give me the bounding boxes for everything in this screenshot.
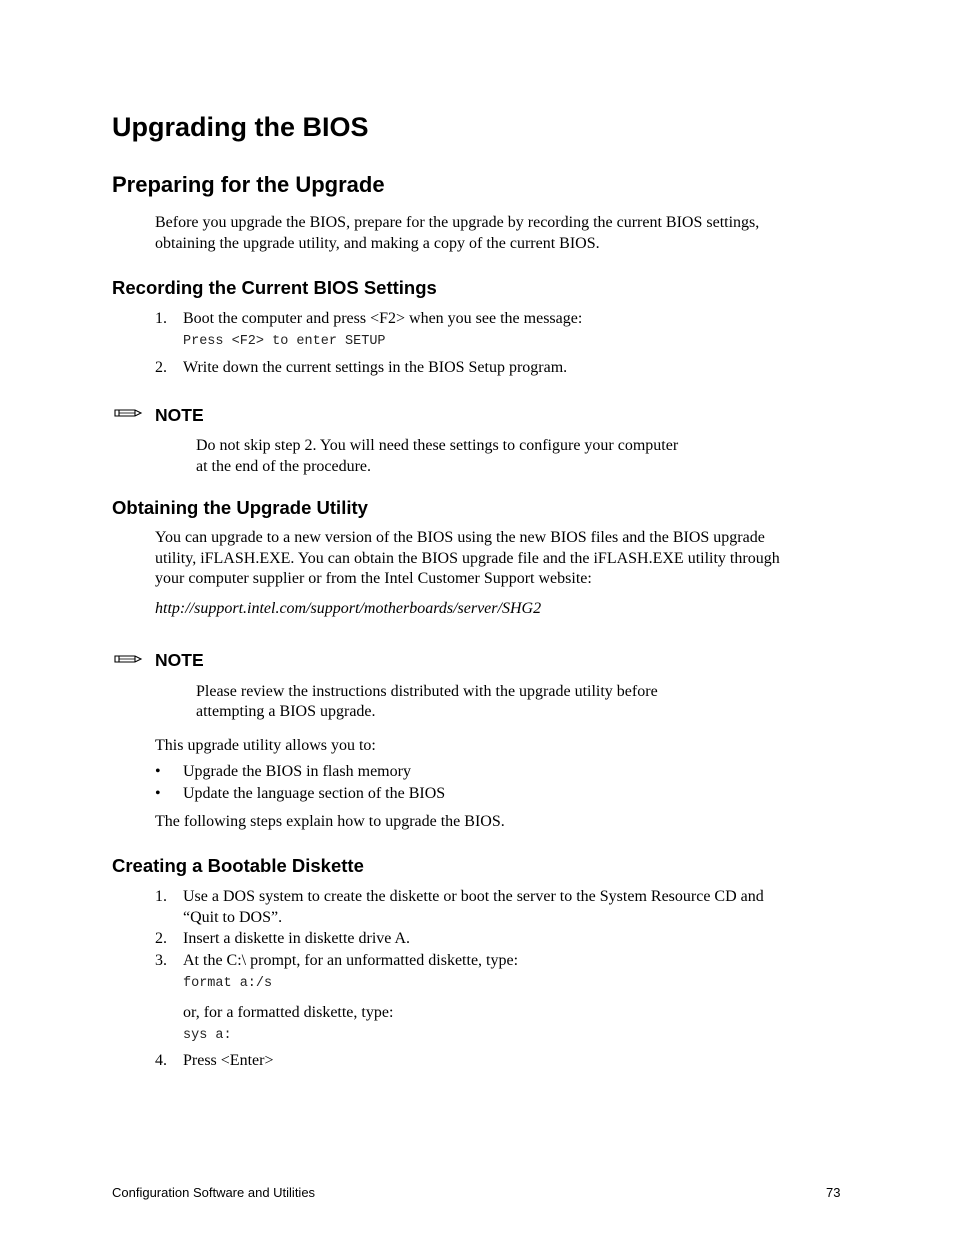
bullet: •: [155, 785, 161, 802]
heading-creating: Creating a Bootable Diskette: [112, 855, 364, 876]
bullet: •: [155, 763, 161, 780]
recording-step1-number: 1.: [155, 310, 167, 327]
recording-step2-text: Write down the current settings in the BIOS Setup program.: [183, 359, 568, 376]
support-url[interactable]: http://support.intel.com/support/motherboards/server/SHG2: [155, 600, 542, 617]
creating-step4-text: Press <Enter>: [183, 1052, 274, 1069]
creating-step2-text: Insert a diskette in diskette drive A.: [183, 930, 411, 947]
recording-step1-text: Boot the computer and press <F2> when you see the message:: [183, 310, 583, 327]
heading-preparing: Preparing for the Upgrade: [112, 172, 385, 197]
recording-step2-number: 2.: [155, 359, 167, 376]
note1-line2: at the end of the procedure.: [196, 458, 372, 475]
pencil-icon: [113, 652, 143, 666]
list-item: Update the language section of the BIOS: [183, 785, 446, 802]
format-command: format a:/s: [183, 976, 273, 991]
or-text: or, for a formatted diskette, type:: [183, 1004, 394, 1021]
note2-label: NOTE: [155, 650, 204, 670]
note1-label: NOTE: [155, 405, 204, 425]
footer-title: Configuration Software and Utilities: [112, 1185, 316, 1200]
utility-outro: The following steps explain how to upgrade the BIOS.: [155, 813, 505, 830]
pencil-icon: [113, 406, 143, 420]
creating-step2-number: 2.: [155, 930, 167, 947]
page-number: 73: [826, 1185, 841, 1200]
note2-line1: Please review the instructions distributed with the upgrade utility before: [196, 683, 658, 700]
obtaining-line2: utility, iFLASH.EXE. You can obtain the BIOS upgrade file and the iFLASH.EXE utility through: [155, 550, 780, 567]
heading-obtaining: Obtaining the Upgrade Utility: [112, 497, 368, 518]
creating-step4-number: 4.: [155, 1052, 167, 1069]
obtaining-line3: your computer supplier or from the Intel Customer Support website:: [155, 570, 592, 587]
recording-step1-code: Press <F2> to enter SETUP: [183, 334, 386, 349]
note1-line1: Do not skip step 2. You will need these settings to configure your computer: [196, 437, 679, 454]
page-title: Upgrading the BIOS: [112, 112, 369, 142]
obtaining-line1: You can upgrade to a new version of the BIOS using the new BIOS files and the BIOS upgrade: [155, 529, 765, 546]
sys-command: sys a:: [183, 1028, 232, 1043]
creating-step1-number: 1.: [155, 888, 167, 905]
utility-intro: This upgrade utility allows you to:: [155, 737, 376, 754]
note2-line2: attempting a BIOS upgrade.: [196, 703, 376, 720]
heading-recording: Recording the Current BIOS Settings: [112, 277, 437, 298]
creating-step3-text: At the C:\ prompt, for an unformatted diskette, type:: [183, 952, 519, 969]
preparing-intro-line1: Before you upgrade the BIOS, prepare for the upgrade by recording the current BIOS settings,: [155, 214, 760, 231]
creating-step1-line1: Use a DOS system to create the diskette or boot the server to the System Resource CD and: [183, 888, 764, 905]
creating-step3-number: 3.: [155, 952, 167, 969]
preparing-intro-line2: obtaining the upgrade utility, and making a copy of the current BIOS.: [155, 235, 600, 252]
creating-step1-line2: “Quit to DOS”.: [183, 909, 283, 926]
list-item: Upgrade the BIOS in flash memory: [183, 763, 411, 780]
